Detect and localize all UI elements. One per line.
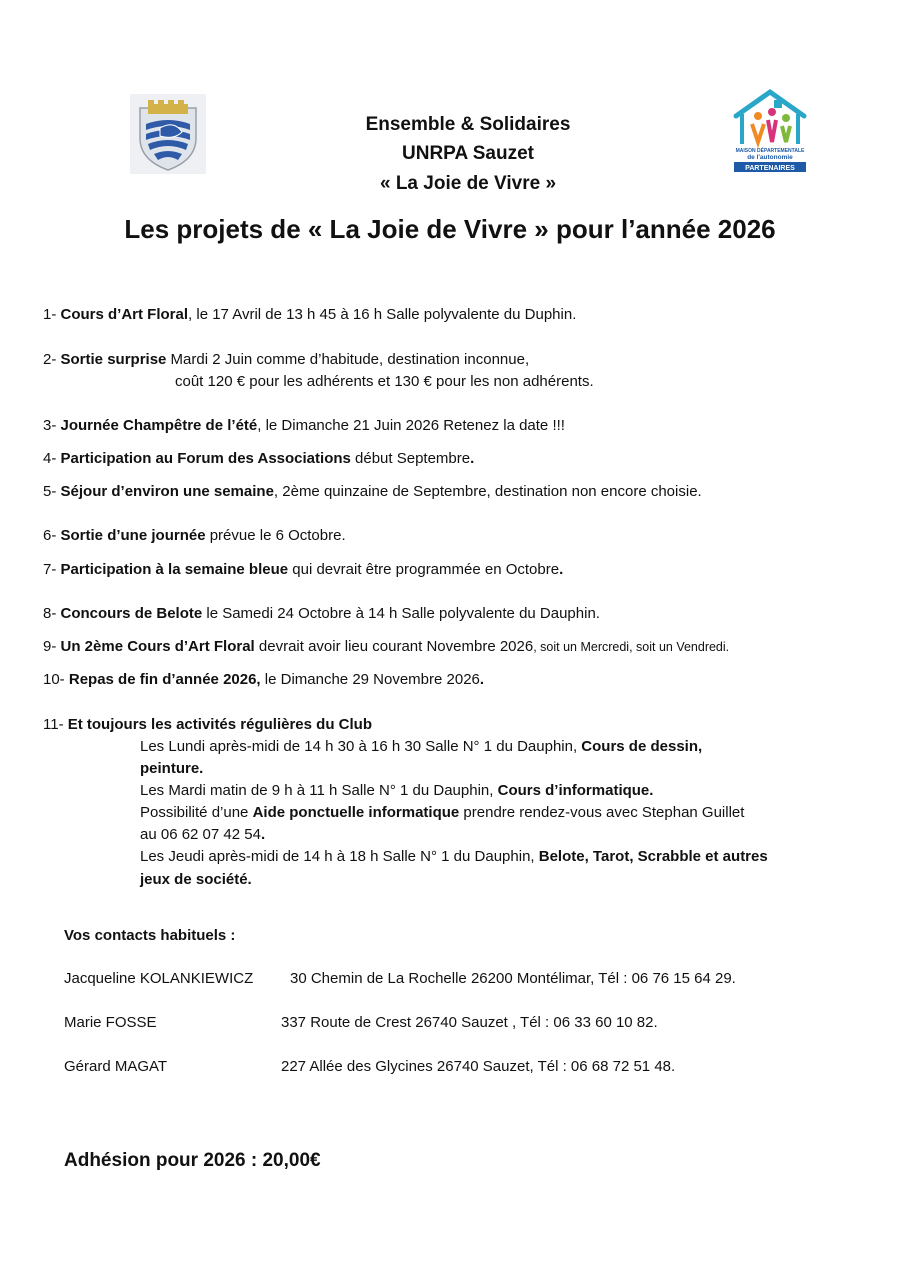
regular-activity-line: Les Jeudi après-midi de 14 h à 18 h Salle N° 1 du Dauphin, Belote, Tarot, Scrabble et autres [140,848,768,865]
contact-address: 337 Route de Crest 26740 Sauzet , Tél : 06 33 60 10 82. [281,1014,658,1031]
list-item: 3- Journée Champêtre de l’été, le Dimanche 21 Juin 2026 Retenez la date !!! [43,417,565,434]
regular-activity-line: Les Mardi matin de 9 h à 11 h Salle N° 1 du Dauphin, Cours d’informatique. [140,782,654,799]
membership-fee: Adhésion pour 2026 : 20,00€ [64,1150,321,1171]
list-item: 4- Participation au Forum des Associations début Septembre. [43,450,475,467]
contact-name: Gérard MAGAT [64,1058,168,1075]
regular-activity-line: jeux de société. [140,871,252,888]
contact-address: 227 Allée des Glycines 26740 Sauzet, Tél : 06 68 72 51 48. [281,1058,676,1075]
regular-activity-line: peinture. [140,760,204,777]
org-line-3: « La Joie de Vivre » [379,173,557,194]
contact-name: Jacqueline KOLANKIEWICZ [64,970,254,987]
list-item: 5- Séjour d’environ une semaine, 2ème quinzaine de Septembre, destination non encore choisie. [43,483,702,500]
regular-activity-line: Possibilité d’une Aide ponctuelle informatique prendre rendez-vous avec Stephan Guillet [140,804,745,821]
regular-activity-line: Les Lundi après-midi de 14 h 30 à 16 h 30 Salle N° 1 du Dauphin, Cours de dessin, [140,738,703,755]
logo-text-line2: de l'autonomie [747,154,793,161]
list-item: 8- Concours de Belote le Samedi 24 Octobre à 14 h Salle polyvalente du Dauphin. [43,605,600,622]
regular-activities-heading: 11- Et toujours les activités régulières du Club [43,716,372,733]
contacts-heading: Vos contacts habituels : [64,927,236,944]
logo-badge: PARTENAIRES [745,165,795,172]
list-item: 10- Repas de fin d’année 2026, le Dimanche 29 Novembre 2026. [43,671,485,688]
list-item: 6- Sortie d’une journée prévue le 6 Octobre. [43,527,346,544]
org-line-1: Ensemble & Solidaires [365,114,571,135]
list-item: 7- Participation à la semaine bleue qui devrait être programmée en Octobre. [43,561,564,578]
regular-activity-line: au 06 62 07 42 54. [140,826,266,843]
contact-address: 30 Chemin de La Rochelle 26200 Montélimar, Tél : 06 76 15 64 29. [290,970,736,987]
page-title: Les projets de « La Joie de Vivre » pour l’année 2026 [124,214,776,244]
list-item: 9- Un 2ème Cours d’Art Floral devrait avoir lieu courant Novembre 2026, soit un Mercredi, soit un Vendredi. [43,638,730,655]
logo-text-line1: MAISON DÉPARTEMENTALE [735,148,805,154]
org-line-2: UNRPA Sauzet [402,143,534,164]
list-item-continuation: coût 120 € pour les adhérents et 130 € pour les non adhérents. [175,373,594,390]
list-item: 2- Sortie surprise Mardi 2 Juin comme d’habitude, destination inconnue, [43,351,530,368]
contact-name: Marie FOSSE [64,1014,157,1031]
list-item: 1- Cours d’Art Floral, le 17 Avril de 13 h 45 à 16 h Salle polyvalente du Duphin. [43,306,577,323]
